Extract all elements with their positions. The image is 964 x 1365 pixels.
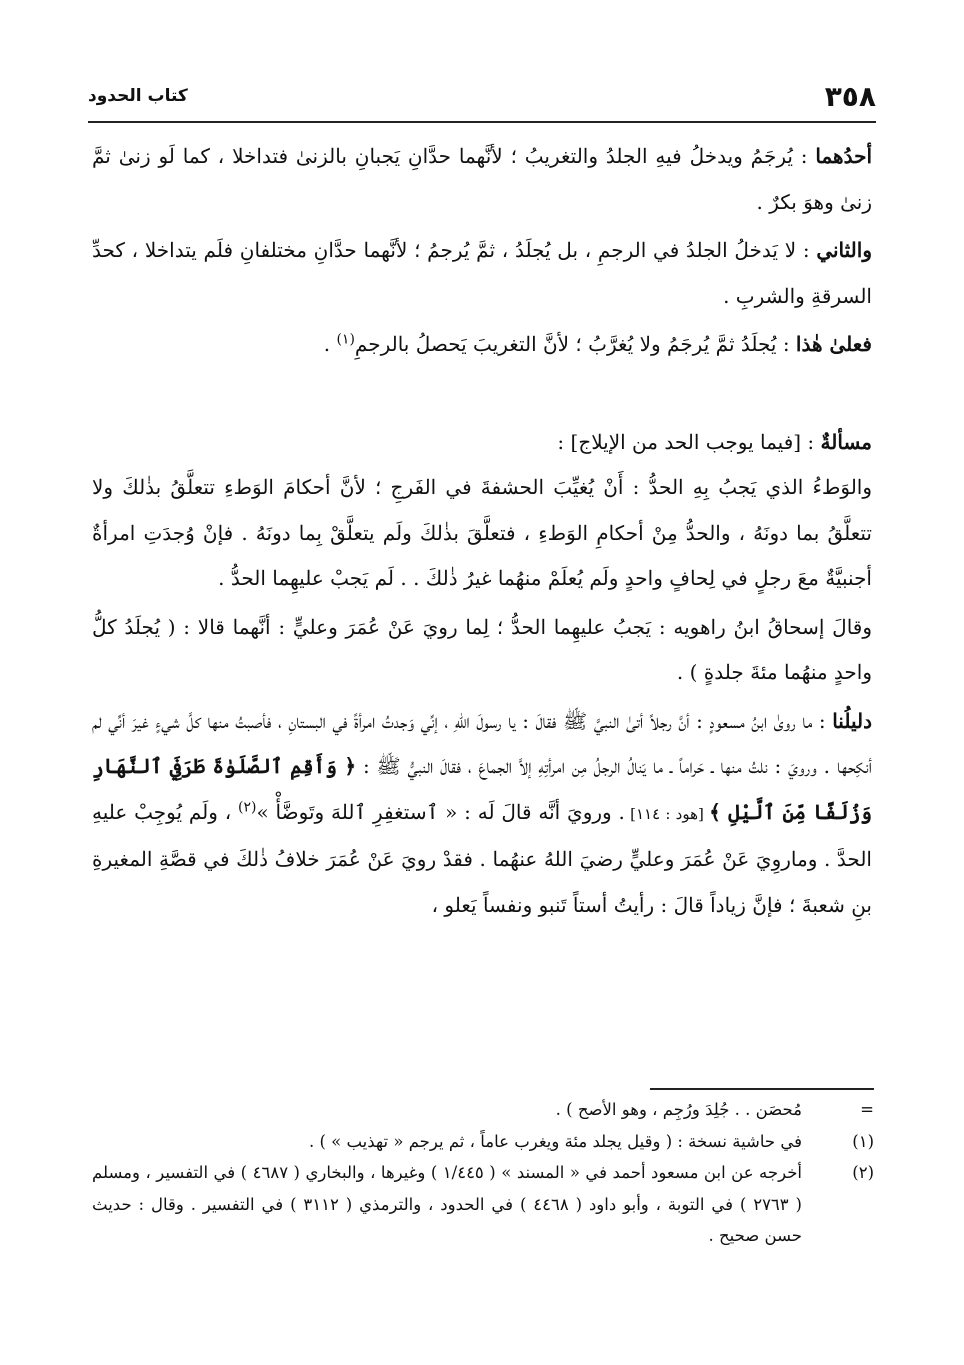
header-rule [88, 121, 876, 123]
paragraph-conclusion [92, 322, 872, 368]
paragraph-text: . ورويَ أنَّه قالَ لَه : « ٱستغفِرِ ٱللهَ وتَوضَّأْ » [256, 799, 625, 824]
page-number: ٣٥٨ [824, 80, 876, 113]
paragraph-text: : يُرجَمُ ويدخلُ فيهِ الجلدُ والتغريبُ ؛ لأنَّهما حدَّانِ يَجبانِ بالزنىٰ فتداخلا ، كما لَو زنىٰ ثمَّ زنىٰ وهوَ بكرٌ . [92, 144, 872, 214]
footnote-continuation [92, 1094, 874, 1126]
paragraph-text: والوَطءُ الذي يَجبُ بِهِ الحدُّ : أَنْ يُغيِّبَ الحشفةَ في الفَرجِ ؛ لأنَّ أحكامَ الوَطءِ تتعلَّقُ بذٰلكَ ولا تتعلَّقُ بما دونَهُ ، والحدُّ مِنْ أحكامِ الوَطءِ ، فتعلَّقَ بذٰلكَ ولَم يتعلَّقْ بِما دونَهُ . فإنْ وُجدَتِ امرأةٌ أجنبيَّةٌ معَ رجلٍ في لِحافٍ واحدٍ ولَم يُعلَمْ منهُما غيرُ ذٰلكَ . . لَم يَجبْ عليهِما الحدُّ . [92, 475, 872, 590]
footnote-text: أخرجه عن ابن مسعود أحمد في « المسند » ( ١/٤٤٥ ) وغيرها ، والبخاري ( ٤٦٨٧ ) في التفسير ، ومسلم ( ٢٧٦٣ ) في التوبة ، وأبو داود ( ٤٤٦٨ ) في الحدود ، والترمذي ( ٣١١٢ ) في التفسير . وقال : حديث حسن صحيح . [92, 1163, 802, 1245]
footnotes [92, 1094, 874, 1252]
paragraph-text: : لا يَدخلُ الجلدُ في الرجمِ ، بل يُجلَدُ ، ثمَّ يُرجمُ ؛ لأنَّهما حدَّانِ مختلفانِ فلَم يتداخلا ، كحدِّ السرقةِ والشربِ . [92, 238, 872, 308]
footnote-rule [650, 1088, 874, 1090]
footnote-mark: (٢) [852, 1163, 874, 1182]
paragraph-keyword: فعلىٰ هٰذا [795, 332, 872, 356]
footnote-text: في حاشية نسخة : ( وقيل يجلد مئة ويغرب عاماً ، ثم يرجم « تهذيب » ) . [308, 1131, 802, 1151]
paragraph-second-opinion [92, 228, 872, 319]
running-title: كتاب الحدود [88, 86, 188, 106]
footnote-mark: = [860, 1100, 874, 1119]
paragraph-ishaq-opinion [92, 605, 872, 696]
paragraph-first-opinion [92, 134, 872, 225]
section-heading [92, 420, 872, 466]
paragraph-text: وقالَ إسحاقُ ابنُ راهويه : يَجبُ عليهِما الحدُّ ؛ لِما رويَ عَنْ عُمَرَ وعليٍّ : أنَّهما قالا : ( يُجلَدُ كلُّ واحدٍ منهُما مئةَ جلدةٍ ) . [92, 614, 872, 684]
paragraph-text: : يُجلَدُ ثمَّ يُرجَمُ ولا يُغرَّبُ ؛ لأنَّ التغريبَ يَحصلُ بالرجمِ [354, 332, 796, 356]
paragraph-keyword: والثاني [816, 238, 872, 262]
footnote-2 [92, 1157, 874, 1252]
footnote-1 [92, 1126, 874, 1158]
paragraph-keyword: أحدُهما [815, 144, 872, 168]
verse-reference: [هود : ١١٤] [624, 804, 710, 823]
paragraph-text: ، ولَم يُوجِبْ عليهِ الحدَّ . وماروِيَ عَنْ عُمَرَ وعليٍّ رضيَ اللهُ عنهُما . فقدْ رويَ عَنْ عُمَرَ خلافُ ذٰلكَ في قصَّةِ المغيرةِ بنِ شعبةَ ؛ فإنَّ زياداً قالَ : رأيتُ أستاً تَنبو ونفساً يَعلو ، [92, 799, 872, 917]
footnote-text: مُحصَن . . جُلِدَ ورُجِم ، وهو الأصح ) . [555, 1100, 802, 1119]
paragraph-keyword: دليلُنا [832, 708, 872, 733]
section-title: : [فيما يوجب الحد من الإيلاج] : [557, 429, 821, 454]
footnote-ref-2[interactable]: (٢) [238, 798, 257, 815]
footnote-ref-1[interactable]: (١) [336, 331, 355, 348]
paragraph-text: : ما روىٰ ابنُ مسعودٍ : أنَّ رجلاً أتىٰ النبيَّ ﷺ فقالَ : يا رسولَ اللهِ ، إنِّي وَجدتُ امرأةً في البستانِ ، فأصبتُ منها كلَّ شيءٍ غيرَ أنِّي لم أنكِحها . ورويَ : نلتُ منها ـ حَراماً ـ ما يَنالُ الرجلُ مِن امرأتِهِ إلاَّ الجماعَ ، فقالَ النبيُّ ﷺ : [92, 708, 872, 778]
paragraph-evidence [92, 699, 872, 929]
page-header [88, 80, 876, 116]
main-text [92, 134, 872, 928]
footnote-mark: (١) [852, 1131, 874, 1151]
section-keyword: مسألةٌ [820, 429, 872, 454]
paragraph-tail: . [323, 332, 337, 356]
quran-verse: ﴿ وَأَقِمِ ٱلصَّلَوٰةَ طَرَفَيِ ٱلنَّهَارِ وَزُلَفًا مِّنَ ٱلَّيْلِ ﴾ [92, 754, 873, 824]
paragraph-definition [92, 465, 872, 602]
